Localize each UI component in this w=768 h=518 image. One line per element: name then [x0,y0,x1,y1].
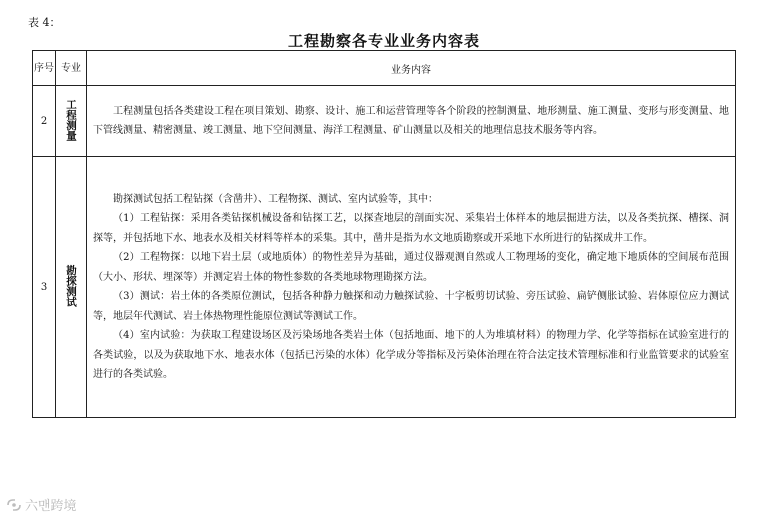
header-no: 序号 [33,51,56,86]
content-paragraph: （2）工程物探：以地下岩土层（或地质体）的物性差异为基础，通过仪器观测自然或人工物理场的变化，确定地下地质体的空间展布范围（大小、形状、埋深等）并测定岩土体的物性参数的各类地球物理勘探方法。 [93,252,729,283]
watermark-text: 六맨跨境 [25,499,77,514]
row-major [56,157,87,418]
content-paragraph: 工程测量包括各类建设工程在项目策划、勘察、设计、施工和运营管理等各个阶段的控制测量、地形测量、施工测量、变形与形变测量、地下管线测量、精密测量、竣工测量、地下空间测量、海洋工程测量、矿山测量以及相关的地理信息技术服务等内容。 [93,105,729,136]
row-content [87,157,736,418]
major-label: 工程测量 [65,98,77,141]
content-paragraph: （3）测试：岩土体的各类原位测试，包括各种静力触探和动力触探试验、十字板剪切试验、旁压试验、扁铲侧胀试验、岩体原位应力测试等，地层年代测试、岩土体热物理性能原位测试等测试工作。 [93,291,729,322]
table-row [33,157,736,418]
business-content-table [32,50,736,418]
row-number: 3 [33,157,56,418]
page-title: 工程勘察各专业业务内容表 [287,32,480,50]
content-paragraph: （1）工程钻探：采用各类钻探机械设备和钻探工艺，以探查地层的剖面实况、采集岩土体样本的地层掘进方法，以及各类抗探、槽探、洞探等，并包括地下水、地表水及相关材料等样本的采集。其中，凿井是指为水文地质勘察或开采地下水所进行的钻探成井工作。 [93,213,729,244]
content-paragraph: （4）室内试验：为获取工程建设场区及污染场地各类岩土体（包括地面、地下的人为堆填材料）的物理力学、化学等指标在试验室进行的各类试验，以及为获取地下水、地表水体（包括已污染的水体）化学成分等指标及污染体治理在符合法定技术管理标准和行业监管要求的试验室进行的各类试验。 [93,330,729,380]
table-label: 表 4： [28,16,61,29]
content-paragraph: 勘探测试包括工程钻探（含凿井）、工程物探、测试、室内试验等，其中： [113,193,438,205]
header-major: 专业 [56,51,87,86]
header-content: 业务内容 [87,51,736,86]
major-label: 勘探测试 [65,264,77,307]
table-row [33,86,736,157]
row-content [87,86,736,157]
table-header-row [33,51,736,86]
row-major [56,86,87,157]
watermark [6,495,77,514]
row-number: 2 [33,86,56,157]
watermark-logo-icon [6,498,22,512]
